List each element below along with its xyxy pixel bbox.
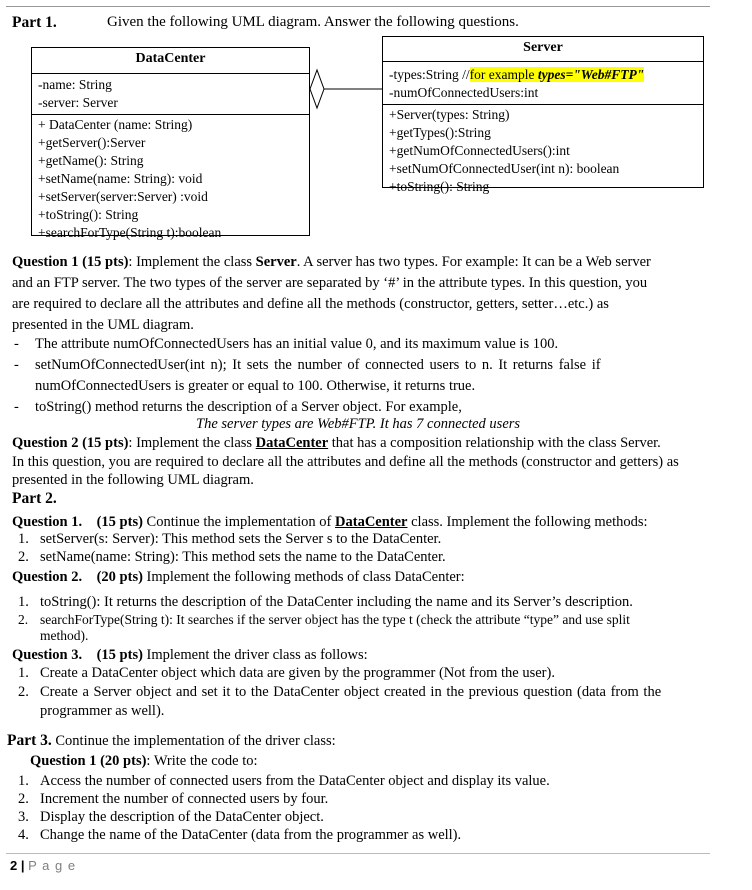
top-rule [6,6,710,7]
p3-item-2: Increment the number of connected users by four. [40,791,329,807]
footer-rule [6,853,710,854]
server-method: +getNumOfConnectedUsers():int [389,143,570,158]
bullet-dash: - [14,357,19,373]
list-number: 1. [18,531,29,547]
list-number: 2. [18,684,29,700]
datacenter-method: +setName(name: String): void [38,171,203,186]
p2-q3-item-1: Create a DataCenter object which data are given by the programmer (Not from the user). [40,665,555,681]
datacenter-attributes [32,73,309,114]
bullet-dash: - [14,399,19,415]
q1-line1 [12,252,712,273]
composition-diamond-icon [310,70,324,108]
server-methods [383,104,703,198]
p3-item-1: Access the number of connected users from the DataCenter object and display its value. [40,773,550,789]
part3-line [7,732,336,750]
p2-q2-item-2a: searchForType(String t): It searches if the server object has the type t (check the attribute “type” and use split [40,612,630,627]
server-method: +Server(types: String) [389,107,510,122]
part3-text: Continue the implementation of the driver class: [51,733,336,749]
q2-line3: presented in the following UML diagram. [12,472,254,488]
datacenter-methods [32,114,309,244]
composition-connector [308,65,384,115]
datacenter-method: +getName(): String [38,153,144,168]
p3-q1-line [30,753,258,770]
server-attr-types-text: -types:String // [389,67,470,82]
p2-q1-text: class. Implement the following methods: [407,514,648,530]
q1-bullet-2a: setNumOfConnectedUser(int n); It sets the number of connected users to n. It returns false if [35,357,601,373]
list-number: 4. [18,827,29,843]
server-class-title: Server [523,40,563,55]
datacenter-method: +getServer():Server [38,135,146,150]
list-number: 1. [18,594,29,610]
p2-q3-item-2a: Create a Server object and set it to the DataCenter object created in the previous question (data from the [40,684,662,700]
p2-q3-label: Question 3. [12,647,83,663]
p3-q1-label: Question 1 (20 pts) [30,753,147,769]
list-number: 2. [18,612,29,627]
p2-q1-text: Continue the implementation of [142,514,336,530]
p2-q3-line [12,645,712,666]
p2-q2-points: (20 pts) [96,569,143,585]
q1-label: Question 1 (15 pts) [12,254,129,270]
q1-class-name: Server [255,254,297,270]
p3-item-4: Change the name of the DataCenter (data from the programmer as well). [40,827,462,843]
p2-q1-points: (15 pts) [96,514,143,530]
part1-label: Part 1. [12,14,57,31]
datacenter-attr: -server: Server [38,95,118,110]
q2-label: Question 2 (15 pts) [12,435,129,451]
q1-line2: and an FTP server. The two types of the server are separated by ‘#’ in the attribute types. In this question, you [12,275,648,291]
datacenter-method: + DataCenter (name: String) [38,117,193,132]
p2-q2-item-2b: method). [40,628,89,643]
p2-q1-class-name: DataCenter [335,514,408,530]
p2-q2-item-1: toString(): It returns the description of the DataCenter including the name and its Server’s description. [40,594,633,610]
server-method: +setNumOfConnectedUser(int n): boolean [389,161,620,176]
list-number: 2. [18,791,29,807]
server-method: +getTypes():String [389,125,491,140]
p2-q1-item-1: setServer(s: Server): This method sets the Server s to the DataCenter. [40,531,442,547]
list-number: 1. [18,665,29,681]
page-footer [10,858,76,873]
q2-text: : Implement the class [128,435,256,451]
q1-line4: presented in the UML diagram. [12,317,194,333]
q2-class-name: DataCenter [255,435,329,451]
list-number: 2. [18,549,29,565]
page-word: P a g e [28,858,77,873]
bullet-dash: - [14,336,19,352]
server-attr-types-highlight: for example [469,67,538,82]
p2-q3-item-2b: programmer as well). [40,703,165,719]
q1-text: . A server has two types. For example: It can be a Web server [296,254,651,270]
server-attr: -numOfConnectedUsers:int [389,85,539,100]
list-number: 3. [18,809,29,825]
p2-q2-text: Implement the following methods of class DataCenter: [142,569,465,585]
q1-example-output: The server types are Web#FTP. It has 7 connected users [196,416,521,432]
uml-class-datacenter [31,47,310,240]
datacenter-method: +toString(): String [38,207,139,222]
server-attr-types-example: types="Web#FTP" [537,67,645,82]
q1-bullet-3: toString() method returns the description of a Server object. For example, [35,399,462,415]
p2-q3-text: Implement the driver class as follows: [142,647,368,663]
datacenter-class-title: DataCenter [135,51,206,66]
p2-q1-line [12,512,712,533]
p3-item-3: Display the description of the DataCenter object. [40,809,324,825]
q2-line1 [12,433,712,454]
p2-q1-label: Question 1. [12,514,83,530]
p2-q1-item-2: setName(name: String): This method sets the name to the DataCenter. [40,549,446,565]
p2-q2-line [12,567,712,588]
q2-text: that has a composition relationship with the class Server. [328,435,661,451]
server-attr-types [389,66,697,84]
p2-q3-points: (15 pts) [96,647,143,663]
part2-label: Part 2. [12,490,57,507]
list-number: 1. [18,773,29,789]
server-method: +toString(): String [389,179,490,194]
datacenter-attr: -name: String [38,77,112,92]
uml-class-server [382,36,704,194]
p3-q1-text: : Write the code to: [146,753,258,769]
page-number: 2 [10,858,18,873]
part1-intro: Given the following UML diagram. Answer the following questions. [107,14,519,30]
server-attributes [383,61,703,104]
q1-text: : Implement the class [128,254,256,270]
q1-line3: are required to declare all the attributes and define all the methods (constructor, getters, setter…etc.) as [12,296,609,312]
page-separator: | [17,858,29,873]
q1-bullet-2b: numOfConnectedUsers is greater or equal to 100. Otherwise, it returns true. [35,378,476,394]
part3-label: Part 3. [7,732,52,749]
p2-q2-label: Question 2. [12,569,83,585]
datacenter-method: +searchForType(String t):boolean [38,225,222,240]
q1-bullet-1: The attribute numOfConnectedUsers has an initial value 0, and its maximum value is 100. [35,336,559,352]
q2-line2: In this question, you are required to declare all the attributes and define all the methods (constructor and getters) as [12,454,679,470]
datacenter-method: +setServer(server:Server) :void [38,189,208,204]
